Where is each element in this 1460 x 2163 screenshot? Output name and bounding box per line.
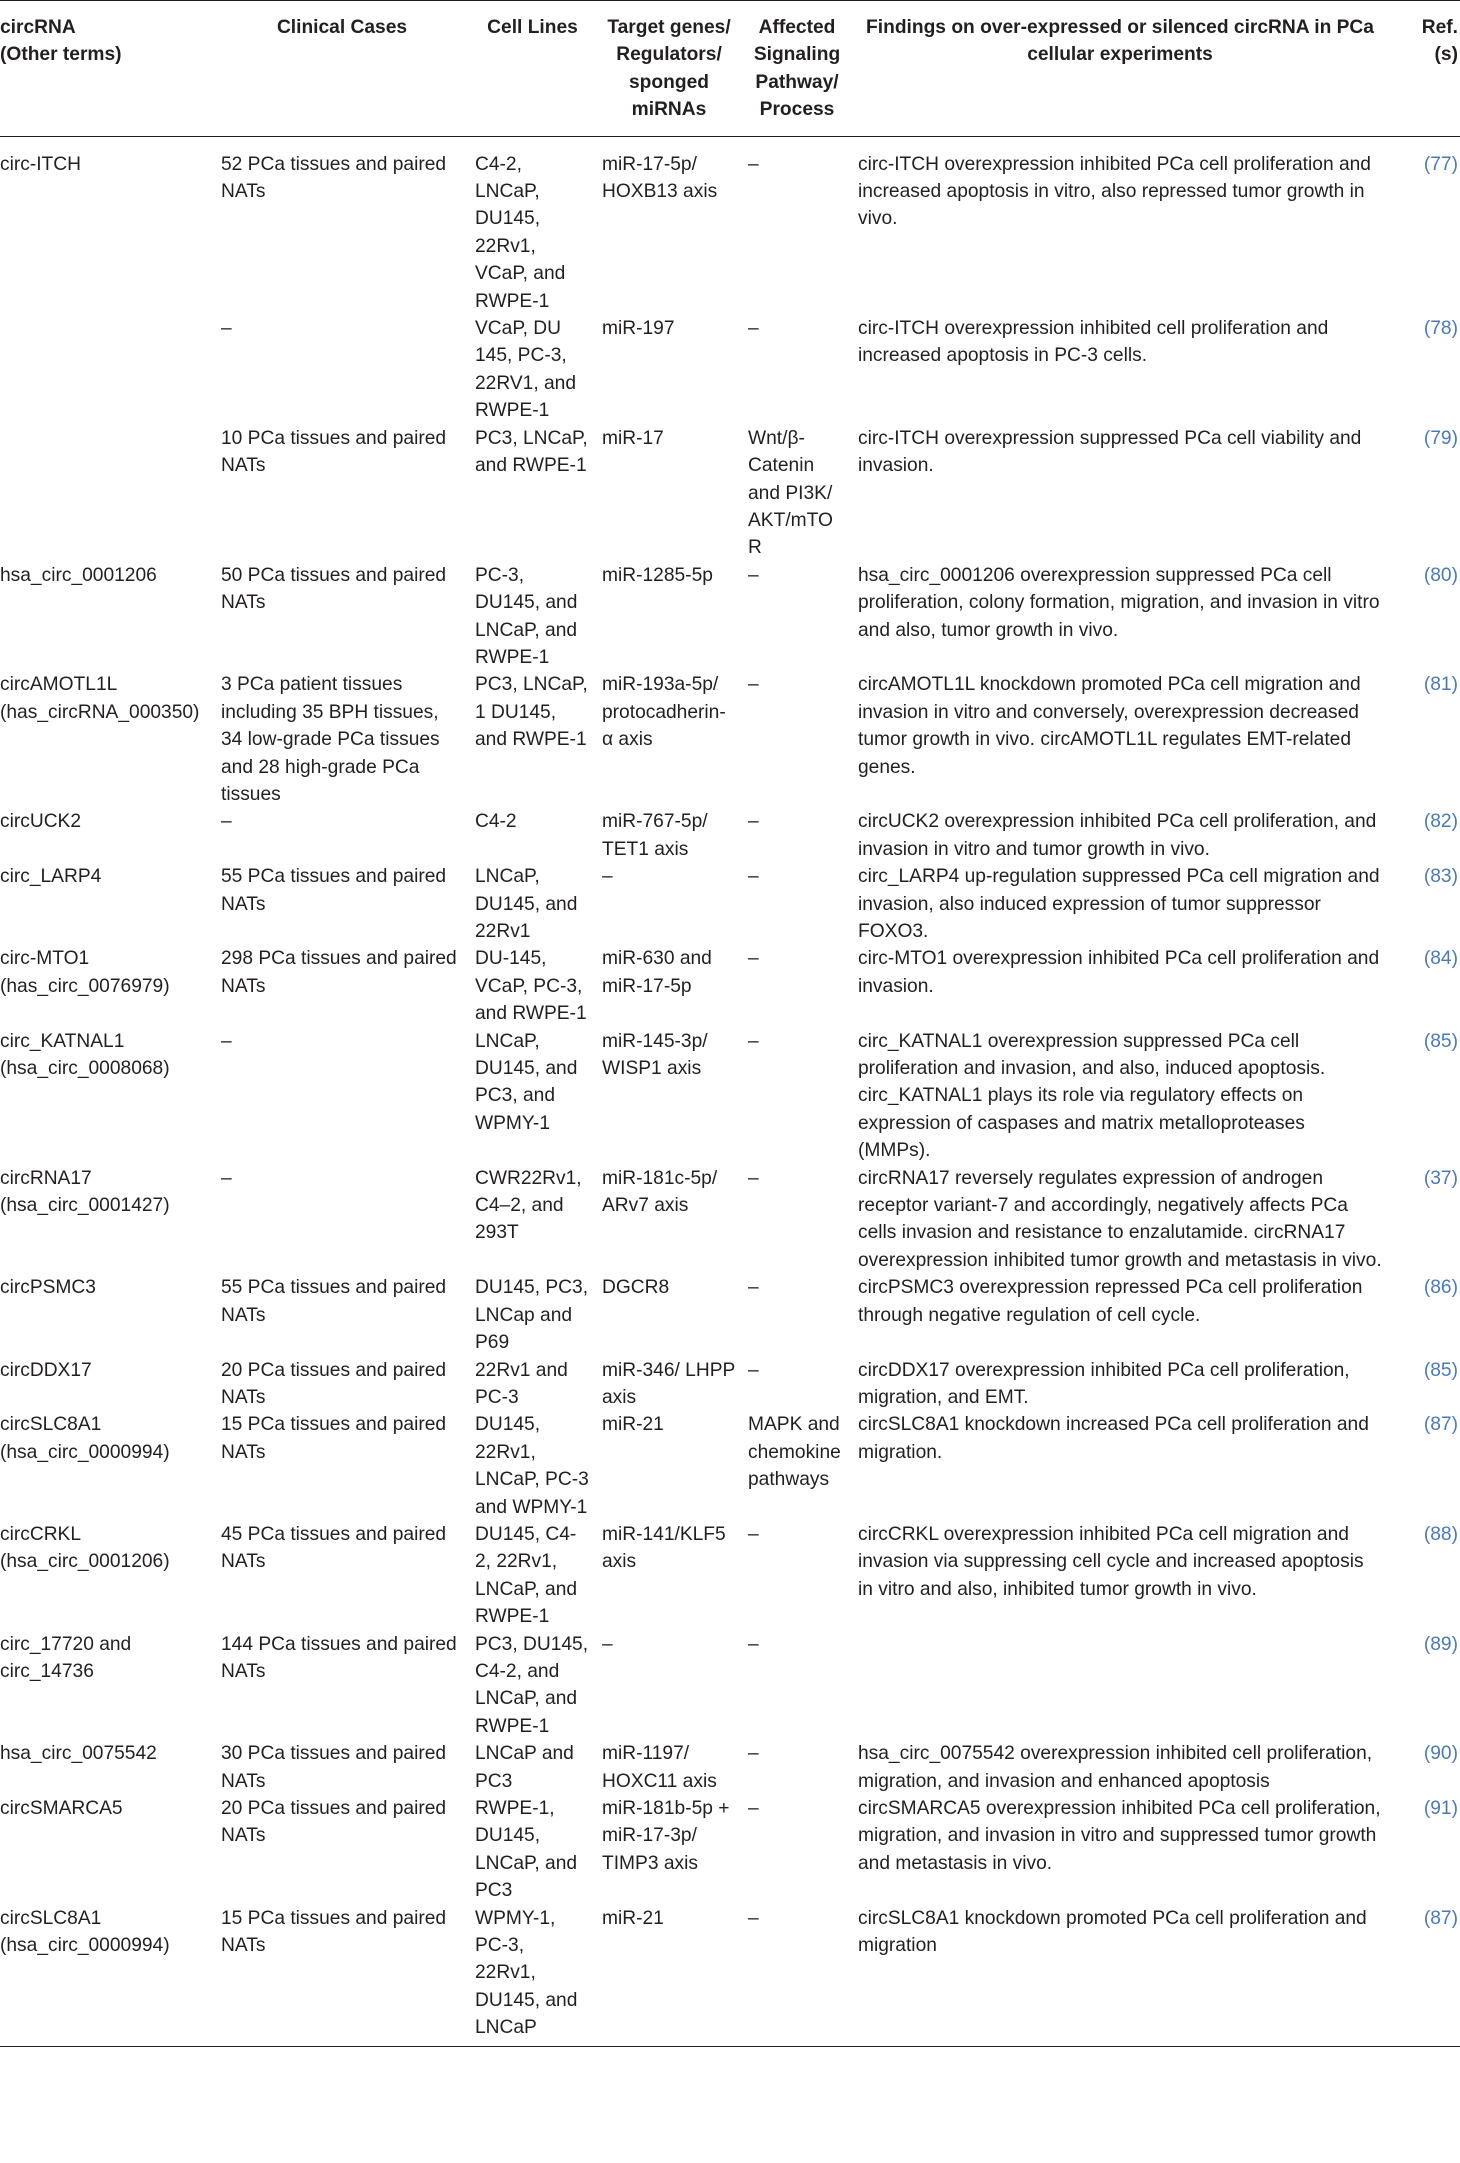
cell-pathway: – <box>748 948 759 970</box>
table-row <box>0 1165 1460 1275</box>
cell-clinical-cases: 55 PCa tissues and paired NATs <box>221 1277 447 1326</box>
cell-circrna: circSLC8A1 (hsa_circ_0000994) <box>0 1905 215 2047</box>
cell-circrna: hsa_circ_0075542 <box>0 1743 157 1765</box>
cell-target-genes: miR-21 <box>596 1905 742 2047</box>
cell-pathway: – <box>748 811 759 833</box>
cell-clinical-cases: 20 PCa tissues and paired NATs <box>221 1798 447 1847</box>
cell-circrna: hsa_circ_0001206 <box>0 564 157 586</box>
cell-clinical-cases: 15 PCa tissues and paired NATs <box>215 1905 469 2047</box>
cell-cell-lines: PC3, LNCaP, and RWPE-1 <box>475 427 588 477</box>
cell-ref[interactable]: (85) <box>1423 1359 1458 1381</box>
cell-cell-lines: CWR22Rv1, C4–2, and 293T <box>475 1167 582 1244</box>
header-pathway: Affected Signaling Pathway/ Process <box>742 1 852 137</box>
cell-cell-lines: PC3, LNCaP, 1 DU145, and RWPE-1 <box>475 674 588 751</box>
cell-findings: circUCK2 overexpression inhibited PCa cell proliferation, and invasion in vitro and tumor growth in vivo. <box>858 811 1377 860</box>
header-target-genes: Target genes/ Regulators/ sponged miRNAs <box>596 1 742 137</box>
cell-circrna: circ_KATNAL1 (hsa_circ_0008068) <box>0 1030 170 1080</box>
table-row <box>0 1795 1460 1905</box>
header-circrna <box>0 1 215 137</box>
cell-cell-lines: RWPE-1, DU145, LNCaP, and PC3 <box>475 1798 578 1902</box>
cell-target-genes: miR-767-5p/ TET1 axis <box>602 811 708 860</box>
cell-cell-lines: LNCaP, DU145, and PC3, and WPMY-1 <box>475 1030 578 1134</box>
cell-ref[interactable]: (86) <box>1423 1277 1458 1299</box>
cell-pathway: Wnt/β-Catenin and PI3K/ AKT/mTOR <box>748 427 833 559</box>
cell-cell-lines: DU145, 22Rv1, LNCaP, PC-3 and WPMY-1 <box>475 1414 589 1518</box>
header-row <box>0 1 1460 137</box>
cell-circrna: circCRKL (hsa_circ_0001206) <box>0 1523 170 1573</box>
table-row <box>0 1357 1460 1412</box>
cell-target-genes: miR-346/ LHPP axis <box>602 1359 735 1408</box>
cell-cell-lines: DU145, C4-2, 22Rv1, LNCaP, and RWPE-1 <box>475 1523 578 1628</box>
cell-ref[interactable]: (78) <box>1423 318 1458 340</box>
cell-circrna: circRNA17 (hsa_circ_0001427) <box>0 1167 170 1217</box>
cell-findings: circ_LARP4 up-regulation suppressed PCa cell migration and invasion, also induced expression of tumor suppressor FOXO3. <box>858 866 1380 942</box>
cell-pathway: – <box>748 153 759 175</box>
cell-clinical-cases: 50 PCa tissues and paired NATs <box>221 564 447 614</box>
cell-findings: circPSMC3 overexpression repressed PCa cell proliferation through negative regulation of cell cycle. <box>858 1277 1363 1326</box>
cell-findings: circSMARCA5 overexpression inhibited PCa cell proliferation, migration, and invasion in vitro and suppressed tumor growth and metastasis in vivo. <box>858 1798 1381 1874</box>
cell-ref[interactable]: (82) <box>1423 811 1458 833</box>
table-row <box>0 562 1460 672</box>
cell-findings: circSLC8A1 knockdown promoted PCa cell proliferation and migration <box>852 1905 1388 2047</box>
cell-pathway: – <box>748 1523 759 1545</box>
table-row <box>0 863 1460 945</box>
cell-pathway: – <box>748 1167 759 1189</box>
cell-target-genes: miR-181b-5p + miR-17-3p/ TIMP3 axis <box>602 1798 730 1874</box>
header-cell-lines: Cell Lines <box>469 1 596 137</box>
cell-clinical-cases: 15 PCa tissues and paired NATs <box>221 1414 447 1463</box>
cell-circrna: circAMOTL1L (has_circRNA_000350) <box>0 674 200 723</box>
cell-pathway: – <box>748 1030 759 1052</box>
cell-findings: hsa_circ_0001206 overexpression suppressed PCa cell proliferation, colony formation, migration, and invasion in vitro and also, tumor growth in vivo. <box>858 564 1380 641</box>
cell-findings: circ-MTO1 overexpression inhibited PCa cell proliferation and invasion. <box>858 948 1380 997</box>
cell-ref[interactable]: (85) <box>1423 1030 1458 1052</box>
cell-target-genes: miR-1197/ HOXC11 axis <box>602 1743 717 1792</box>
cell-cell-lines: PC3, DU145, C4-2, and LNCaP, and RWPE-1 <box>475 1633 589 1737</box>
cell-circrna: circ_LARP4 <box>0 866 102 888</box>
table-row <box>0 425 1460 562</box>
table-row <box>0 1521 1460 1631</box>
cell-clinical-cases: 144 PCa tissues and paired NATs <box>221 1633 457 1682</box>
cell-cell-lines: PC-3, DU145, and LNCaP, and RWPE-1 <box>475 564 578 668</box>
cell-findings: circ-ITCH overexpression inhibited PCa cell proliferation and increased apoptosis in vitro, also repressed tumor growth in vivo. <box>858 153 1371 230</box>
cell-pathway: – <box>748 1277 759 1299</box>
cell-ref[interactable]: (80) <box>1423 564 1458 586</box>
cell-target-genes: miR-145-3p/ WISP1 axis <box>602 1030 708 1080</box>
cell-ref[interactable]: (91) <box>1423 1798 1458 1819</box>
header-circrna-label: circRNA <box>0 17 76 38</box>
cell-findings: circSLC8A1 knockdown increased PCa cell proliferation and migration. <box>858 1414 1369 1463</box>
cell-target-genes: miR-630 and miR-17-5p <box>602 948 712 997</box>
header-ref: Ref. (s) <box>1388 1 1460 137</box>
cell-cell-lines: LNCaP and PC3 <box>475 1743 574 1792</box>
cell-clinical-cases: – <box>221 318 232 340</box>
cell-ref[interactable]: (37) <box>1423 1167 1458 1189</box>
cell-cell-lines: C4-2, LNCaP, DU145, 22Rv1, VCaP, and RWPE-1 <box>475 153 566 312</box>
table-row <box>0 1740 1460 1795</box>
table-row <box>0 1905 1460 2047</box>
cell-target-genes: DGCR8 <box>602 1277 670 1299</box>
cell-ref[interactable]: (87) <box>1423 1414 1458 1436</box>
cell-target-genes: miR-181c-5p/ ARv7 axis <box>602 1167 718 1217</box>
table-body <box>0 136 1460 2046</box>
cell-findings: hsa_circ_0075542 overexpression inhibited cell proliferation, migration, and invasion and enhanced apoptosis <box>858 1743 1373 1792</box>
cell-pathway: – <box>742 1905 852 2047</box>
cell-findings: circCRKL overexpression inhibited PCa cell migration and invasion via suppressing cell cycle and increased apoptosis in vitro and also, inhibited tumor growth in vivo. <box>858 1523 1364 1600</box>
cell-pathway: – <box>748 1359 759 1381</box>
cell-circrna: circDDX17 <box>0 1359 92 1381</box>
header-circrna-sub: (Other terms) <box>0 44 122 66</box>
cell-circrna: circSMARCA5 <box>0 1798 123 1819</box>
cell-circrna: circ-ITCH <box>0 153 81 175</box>
cell-findings: circ_KATNAL1 overexpression suppressed PCa cell proliferation and invasion, and also, induced apoptosis. circ_KATNAL1 plays its role via regulatory effects on expression of caspases and matrix metalloproteases (MMPs). <box>858 1030 1326 1162</box>
table-row <box>0 1274 1460 1356</box>
cell-clinical-cases: 20 PCa tissues and paired NATs <box>221 1359 447 1408</box>
cell-cell-lines: WPMY-1, PC-3, 22Rv1, DU145, and LNCaP <box>469 1905 596 2047</box>
header-findings: Findings on over-expressed or silenced circRNA in PCa cellular experiments <box>852 1 1388 137</box>
cell-findings: circRNA17 reversely regulates expression of androgen receptor variant-7 and accordingly, negatively affects PCa cells invasion and resistance to enzalutamide. circRNA17 overexpression inhibited tumor growth and metastasis in vivo. <box>858 1167 1382 1271</box>
cell-ref[interactable]: (77) <box>1423 153 1458 175</box>
cell-pathway: – <box>748 866 759 888</box>
cell-ref[interactable]: (81) <box>1423 674 1458 696</box>
cell-findings: circAMOTL1L knockdown promoted PCa cell migration and invasion in vitro and conversely, overexpression decreased tumor growth in vivo. circAMOTL1L regulates EMT-related genes. <box>858 674 1361 778</box>
cell-clinical-cases: 3 PCa patient tissues including 35 BPH tissues, 34 low-grade PCa tissues and 28 high-grade PCa tissues <box>221 674 440 805</box>
table-row <box>0 151 1460 315</box>
cell-ref[interactable]: (84) <box>1423 948 1458 970</box>
cell-findings: circ-ITCH overexpression inhibited cell proliferation and increased apoptosis in PC-3 cells. <box>858 318 1329 367</box>
cell-circrna: circSLC8A1 (hsa_circ_0000994) <box>0 1414 170 1463</box>
cell-clinical-cases: – <box>221 1167 232 1189</box>
cell-target-genes: miR-17 <box>602 427 664 449</box>
cell-ref[interactable]: (83) <box>1423 866 1458 888</box>
cell-clinical-cases: 55 PCa tissues and paired NATs <box>221 866 447 915</box>
cell-ref[interactable]: (89) <box>1423 1633 1458 1655</box>
cell-ref[interactable]: (87) <box>1388 1905 1460 2047</box>
table-row <box>0 1028 1460 1165</box>
table-row <box>0 1631 1460 1741</box>
cell-findings <box>852 1631 1388 1741</box>
cell-target-genes: miR-193a-5p/ protocadherin-α axis <box>602 674 726 751</box>
table-header <box>0 1 1460 137</box>
cell-circrna: circUCK2 <box>0 811 82 833</box>
cell-clinical-cases: 30 PCa tissues and paired NATs <box>221 1743 447 1792</box>
cell-ref[interactable]: (90) <box>1423 1743 1458 1765</box>
cell-pathway: – <box>748 318 759 340</box>
cell-ref[interactable]: (88) <box>1423 1523 1458 1545</box>
table-row <box>0 808 1460 863</box>
cell-target-genes: – <box>602 1633 613 1655</box>
cell-cell-lines: 22Rv1 and PC-3 <box>475 1359 568 1408</box>
table-row <box>0 945 1460 1027</box>
cell-target-genes: miR-141/KLF5 axis <box>602 1523 726 1573</box>
cell-cell-lines: VCaP, DU 145, PC-3, 22RV1, and RWPE-1 <box>475 318 576 422</box>
cell-findings: circDDX17 overexpression inhibited PCa cell proliferation, migration, and EMT. <box>858 1359 1350 1408</box>
table-row <box>0 315 1460 425</box>
cell-circrna: circ_17720 and circ_14736 <box>0 1633 132 1682</box>
cell-clinical-cases: 45 PCa tissues and paired NATs <box>221 1523 447 1573</box>
cell-clinical-cases: – <box>221 1030 232 1052</box>
cell-target-genes: miR-21 <box>602 1414 664 1436</box>
cell-circrna: circPSMC3 <box>0 1277 96 1299</box>
cell-cell-lines: DU145, PC3, LNCap and P69 <box>475 1277 589 1354</box>
cell-pathway: – <box>748 674 759 696</box>
cell-target-genes: miR-197 <box>602 318 675 340</box>
header-spacer <box>0 136 1460 151</box>
header-clinical-cases: Clinical Cases <box>215 1 469 137</box>
cell-target-genes: – <box>602 866 613 888</box>
cell-circrna <box>0 425 215 562</box>
table-row <box>0 1411 1460 1521</box>
cell-clinical-cases: – <box>221 811 232 833</box>
cell-circrna: circ-MTO1 (has_circ_0076979) <box>0 948 170 997</box>
table-row <box>0 671 1460 808</box>
cell-pathway: MAPK and chemokine pathways <box>748 1414 841 1491</box>
cell-clinical-cases: 298 PCa tissues and paired NATs <box>221 948 457 997</box>
cell-pathway: – <box>748 564 759 586</box>
cell-findings: circ-ITCH overexpression suppressed PCa cell viability and invasion. <box>858 427 1362 477</box>
cell-target-genes: miR-17-5p/ HOXB13 axis <box>602 153 718 203</box>
cell-cell-lines: LNCaP, DU145, and 22Rv1 <box>475 866 578 942</box>
cell-pathway: – <box>748 1798 759 1819</box>
cell-circrna <box>0 315 215 425</box>
cell-pathway: – <box>748 1743 759 1765</box>
cell-target-genes: miR-1285-5p <box>602 564 713 586</box>
cell-pathway: – <box>748 1633 759 1655</box>
cell-cell-lines: C4-2 <box>475 811 517 833</box>
cell-ref[interactable]: (79) <box>1423 427 1458 449</box>
cell-clinical-cases: 52 PCa tissues and paired NATs <box>221 153 447 203</box>
cell-clinical-cases: 10 PCa tissues and paired NATs <box>221 427 447 477</box>
cell-cell-lines: DU-145, VCaP, PC-3, and RWPE-1 <box>475 948 587 1025</box>
